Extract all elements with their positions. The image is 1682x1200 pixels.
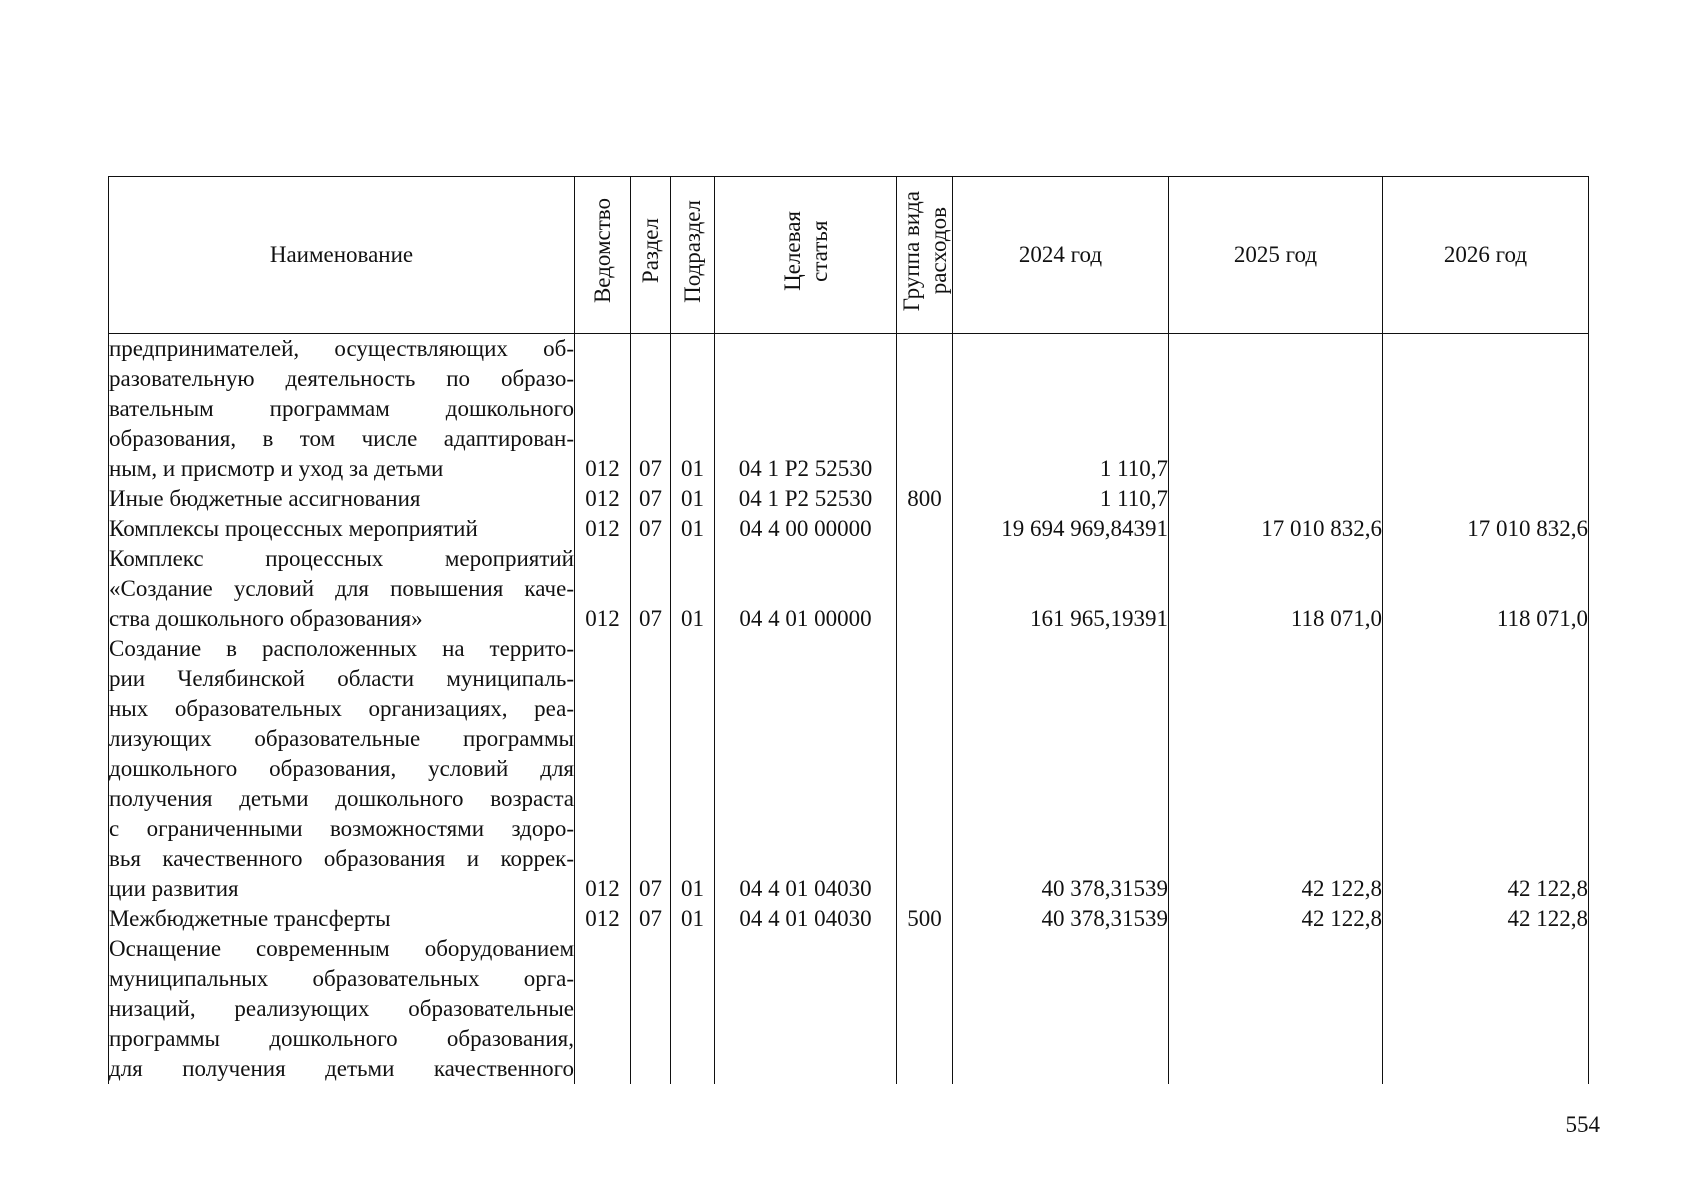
cell-amount-2026: [1383, 934, 1589, 1084]
name-line: Комплексы процессных мероприятий: [109, 516, 478, 541]
cell-subsection: 01: [671, 544, 715, 634]
cell-expense-group: [897, 334, 953, 485]
cell-amount-2026: 17 010 832,6: [1383, 514, 1589, 544]
budget-table: [108, 176, 1589, 1084]
header-subsection: Подраздел: [671, 177, 715, 334]
cell-subsection: 01: [671, 634, 715, 904]
cell-expense-group: [897, 544, 953, 634]
cell-dept: 012: [575, 514, 631, 544]
name-line: получения детьми дошкольного возраста: [109, 786, 574, 811]
cell-name: [109, 934, 575, 1084]
cell-amount-2026: [1383, 334, 1589, 485]
cell-subsection: 01: [671, 484, 715, 514]
cell-target-article: 04 4 01 04030: [715, 634, 897, 904]
cell-amount-2026: 42 122,8: [1383, 904, 1589, 934]
cell-target-article: 04 1 Р2 52530: [715, 334, 897, 485]
cell-dept: [575, 934, 631, 1084]
name-line: ных образовательных организациях, реа-: [109, 696, 574, 721]
table-row: [109, 904, 1589, 934]
page-number: 554: [1565, 1112, 1600, 1137]
cell-amount-2026: [1383, 484, 1589, 514]
cell-dept: 012: [575, 904, 631, 934]
table-row: [109, 544, 1589, 634]
cell-amount-2024: [953, 934, 1169, 1084]
name-line: предпринимателей, осуществляющих об-: [109, 336, 574, 361]
table-row: [109, 934, 1589, 1084]
cell-dept: 012: [575, 484, 631, 514]
name-line: рии Челябинской области муниципаль-: [109, 666, 574, 691]
name-line: Оснащение современным оборудованием: [109, 936, 574, 961]
cell-expense-group: 500: [897, 904, 953, 934]
name-line: лизующих образовательные программы: [109, 726, 574, 751]
table-row: [109, 634, 1589, 904]
cell-amount-2024: 40 378,31539: [953, 904, 1169, 934]
cell-name: [109, 334, 575, 485]
name-line: ства дошкольного образования»: [109, 606, 423, 631]
table-body: [109, 334, 1589, 1085]
table-header: [109, 177, 1589, 334]
cell-dept: 012: [575, 334, 631, 485]
cell-amount-2025: 118 071,0: [1169, 544, 1383, 634]
header-dept: Ведомство: [575, 177, 631, 334]
name-line: для получения детьми качественного: [109, 1056, 574, 1081]
cell-section: 07: [631, 484, 671, 514]
cell-name: [109, 484, 575, 514]
header-target: Целевая статья: [715, 177, 897, 334]
cell-amount-2025: 42 122,8: [1169, 634, 1383, 904]
cell-name: [109, 544, 575, 634]
header-2025: 2025 год: [1169, 177, 1383, 334]
cell-amount-2026: 42 122,8: [1383, 634, 1589, 904]
cell-target-article: [715, 934, 897, 1084]
cell-section: 07: [631, 334, 671, 485]
cell-section: 07: [631, 634, 671, 904]
cell-amount-2025: 42 122,8: [1169, 904, 1383, 934]
cell-target-article: 04 4 00 00000: [715, 514, 897, 544]
cell-expense-group: [897, 934, 953, 1084]
cell-amount-2026: 118 071,0: [1383, 544, 1589, 634]
cell-amount-2024: 1 110,7: [953, 334, 1169, 485]
cell-amount-2025: [1169, 484, 1383, 514]
cell-dept: 012: [575, 544, 631, 634]
name-line: разовательную деятельность по образо-: [109, 366, 574, 391]
cell-name: [109, 904, 575, 934]
name-line: низаций, реализующих образовательные: [109, 996, 574, 1021]
name-line: ным, и присмотр и уход за детьми: [109, 456, 444, 481]
table-row: [109, 334, 1589, 485]
name-line: Межбюджетные трансферты: [109, 906, 391, 931]
cell-target-article: 04 4 01 04030: [715, 904, 897, 934]
cell-section: 07: [631, 544, 671, 634]
name-line: вательным программам дошкольного: [109, 396, 574, 421]
name-line: Комплекс процессных мероприятий: [109, 546, 574, 571]
name-line: с ограниченными возможностями здоро-: [109, 816, 574, 841]
header-2026: 2026 год: [1383, 177, 1589, 334]
cell-amount-2024: 1 110,7: [953, 484, 1169, 514]
cell-subsection: 01: [671, 514, 715, 544]
cell-target-article: 04 4 01 00000: [715, 544, 897, 634]
table-row: [109, 514, 1589, 544]
name-line: Иные бюджетные ассигнования: [109, 486, 421, 511]
cell-subsection: 01: [671, 904, 715, 934]
cell-target-article: 04 1 Р2 52530: [715, 484, 897, 514]
cell-name: [109, 514, 575, 544]
name-line: образования, в том числе адаптирован-: [109, 426, 574, 451]
cell-amount-2025: [1169, 334, 1383, 485]
name-line: «Создание условий для повышения каче-: [109, 576, 574, 601]
cell-section: [631, 934, 671, 1084]
name-line: муниципальных образовательных орга-: [109, 966, 574, 991]
cell-amount-2025: [1169, 934, 1383, 1084]
cell-expense-group: [897, 514, 953, 544]
name-line: дошкольного образования, условий для: [109, 756, 574, 781]
name-line: Создание в расположенных на террито-: [109, 636, 574, 661]
header-section: Раздел: [631, 177, 671, 334]
table-row: [109, 484, 1589, 514]
name-line: программы дошкольного образования,: [109, 1026, 574, 1051]
cell-section: 07: [631, 904, 671, 934]
cell-expense-group: 800: [897, 484, 953, 514]
header-expense-group: Группа вида расходов: [897, 177, 953, 334]
name-line: ции развития: [109, 876, 239, 901]
cell-amount-2024: 19 694 969,84391: [953, 514, 1169, 544]
name-line: вья качественного образования и коррек-: [109, 846, 574, 871]
cell-subsection: 01: [671, 334, 715, 485]
cell-amount-2024: 40 378,31539: [953, 634, 1169, 904]
cell-amount-2025: 17 010 832,6: [1169, 514, 1383, 544]
cell-subsection: [671, 934, 715, 1084]
cell-amount-2024: 161 965,19391: [953, 544, 1169, 634]
cell-section: 07: [631, 514, 671, 544]
cell-expense-group: [897, 634, 953, 904]
cell-name: [109, 634, 575, 904]
header-2024: 2024 год: [953, 177, 1169, 334]
header-name: Наименование: [109, 177, 575, 334]
cell-dept: 012: [575, 634, 631, 904]
